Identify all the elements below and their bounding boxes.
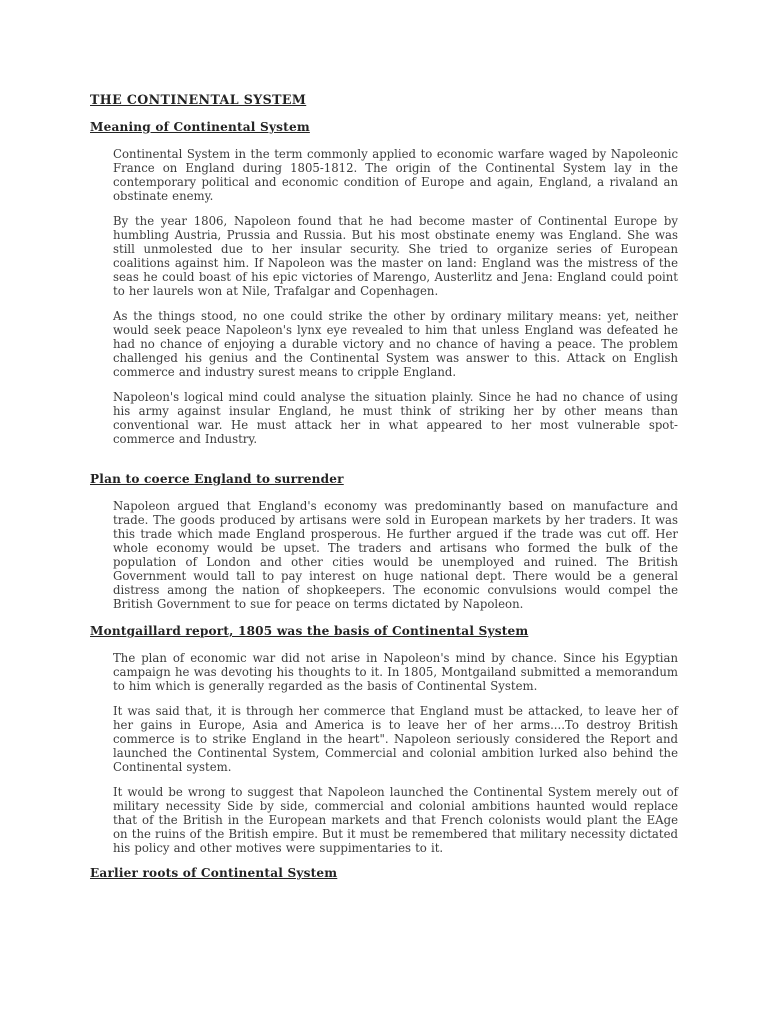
paragraph: The plan of economic war did not arise in Napoleon's mind by chance. Since his Egyptian campaign he was devoting his thoughts to it. In 1805, Montgailand submitted a memorandum to him which is generally regarded as the basis of Continental System. <box>113 651 678 693</box>
document-title: THE CONTINENTAL SYSTEM <box>90 92 307 107</box>
paragraph: Continental System in the term commonly applied to economic warfare waged by Napoleonic France on England during 1805-1812. The origin of the Continental System lay in the contemporary political and economic condition of Europe and again, England, a rivaland an obstinate enemy. <box>113 147 678 203</box>
section-heading-montgaillard-report: Montgaillard report, 1805 was the basis of Continental System <box>90 624 529 638</box>
paragraph: It would be wrong to suggest that Napoleon launched the Continental System merely out of military necessity Side by side, commercial and colonial ambitions haunted would replace that of the British in the European markets and that French colonists would plant the EAge on the ruins of the British empire. But it must be remembered that military necessity dictated his policy and other motives were suppimentaries to it. <box>113 785 678 855</box>
paragraph: By the year 1806, Napoleon found that he had become master of Continental Europe by humbling Austria, Prussia and Russia. But his most obstinate enemy was England. She was still unmolested due to her insular security. She tried to organize series of European coalitions against him. If Napoleon was the master on land: England was the mistress of the seas he could boast of his epic victories of Marengo, Austerlitz and Jena: England could point to her laurels won at Nile, Trafalgar and Copenhagen. <box>113 214 678 298</box>
paragraph: Napoleon argued that England's economy was predominantly based on manufacture and trade. The goods produced by artisans were sold in European markets by her traders. It was this trade which made England prosperous. He further argued if the trade was cut off. Her whole economy would be upset. The traders and artisans who formed the bulk of the population of London and other cities would be unemployed and ruined. The British Government would tall to pay interest on huge national dept. There would be a general distress among the nation of shopkeepers. The economic convulsions would compel the British Government to sue for peace on terms dictated by Napoleon. <box>113 499 678 611</box>
paragraph: It was said that, it is through her commerce that England must be attacked, to leave her of her gains in Europe, Asia and America is to leave her of her arms....To destroy British commerce is to strike England in the heart". Napoleon seriously considered the Report and launched the Continental System, Commercial and colonial ambition lurked also behind the Continental system. <box>113 704 678 774</box>
section-meaning-of-continental-system <box>90 120 678 446</box>
paragraph: As the things stood, no one could strike the other by ordinary military means: yet, neither would seek peace Napoleon's lynx eye revealed to him that unless England was defeated he had no chance of enjoying a durable victory and no chance of having a peace. The problem challenged his genius and the Continental System was answer to this. Attack on English commerce and industry surest means to cripple England. <box>113 309 678 379</box>
section-heading-earlier-roots: Earlier roots of Continental System <box>90 866 338 880</box>
section-montgaillard-report <box>90 624 678 855</box>
section-heading-plan-to-coerce: Plan to coerce England to surrender <box>90 472 344 486</box>
section-heading-meaning: Meaning of Continental System <box>90 120 310 134</box>
paragraph: Napoleon's logical mind could analyse the situation plainly. Since he had no chance of using his army against insular England, he must think of striking her by other means than conventional war. He must attack her in what appeared to her most vulnerable spot- commerce and Industry. <box>113 390 678 446</box>
section-plan-to-coerce-england <box>90 472 678 611</box>
section-earlier-roots <box>90 866 678 881</box>
